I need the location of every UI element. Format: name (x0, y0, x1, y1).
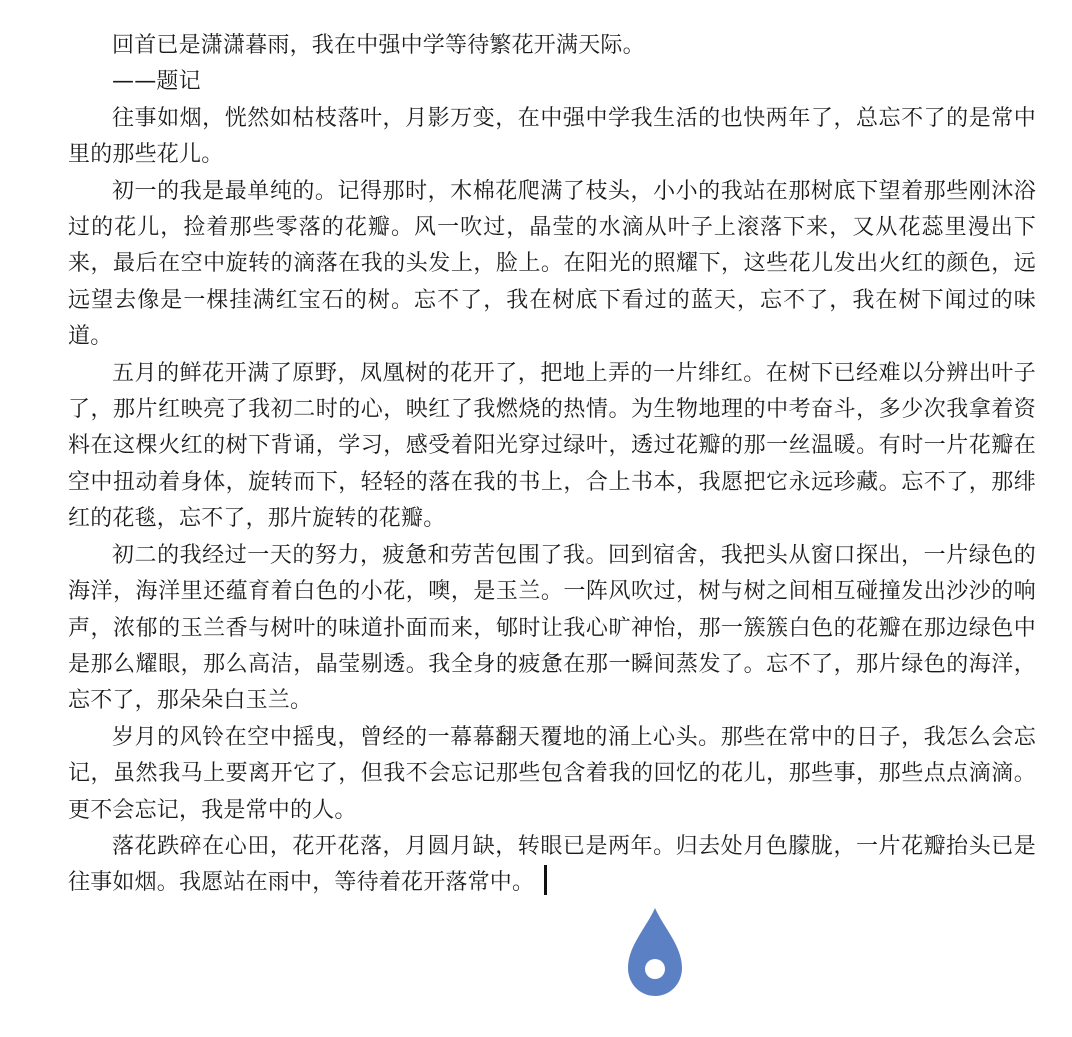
paragraph-last-text: 落花跌碎在心田，花开花落，月圆月缺，转眼已是两年。归去处月色朦胧，一片花瓣抬头已是往事如烟。我愿站在雨中，等待着花开落常中。 (68, 833, 1036, 896)
paragraph-last[interactable] (68, 829, 1036, 902)
paragraph[interactable]: 初一的我是最单纯的。记得那时，木棉花爬满了枝头，小小的我站在那树底下望着那些刚沐浴过的花儿，捡着那些零落的花瓣。风一吹过，晶莹的水滴从叶子上滚落下来，又从花蕊里漫出下来，最后在空中旋转的滴落在我的头发上，脸上。在阳光的照耀下，这些花儿发出火红的颜色，远远望去像是一棵挂满红宝石的树。忘不了，我在树底下看过的蓝天，忘不了，我在树下闻过的味道。 (68, 178, 1036, 350)
paragraph[interactable]: 五月的鲜花开满了原野，凤凰树的花开了，把地上弄的一片绯红。在树下已经难以分辨出叶子了，那片红映亮了我初二时的心，映红了我燃烧的热情。为生物地理的中考奋斗，多少次我拿着资料在这棵火红的树下背诵，学习，感受着阳光穿过绿叶，透过花瓣的那一丝温暖。有时一片花瓣在空中扭动着身体，旋转而下，轻轻的落在我的书上，合上书本，我愿把它永远珍藏。忘不了，那绯红的花毯，忘不了，那片旋转的花瓣。 (68, 360, 1036, 532)
text-cursor-handle-icon[interactable] (626, 906, 684, 998)
paragraph[interactable]: 岁月的风铃在空中摇曳，曾经的一幕幕翻天覆地的涌上心头。那些在常中的日子，我怎么会忘记，虽然我马上要离开它了，但我不会忘记那些包含着我的回忆的花儿，那些事，那些点点滴滴。更不会忘记，我是常中的人。 (68, 724, 1036, 823)
paragraph-epigraph-attribution[interactable]: ——题记 (112, 69, 201, 95)
document-body[interactable] (68, 28, 1036, 902)
paragraph[interactable]: 初二的我经过一天的努力，疲惫和劳苦包围了我。回到宿舍，我把头从窗口探出，一片绿色的海洋，海洋里还蕴育着白色的小花，噢，是玉兰。一阵风吹过，树与树之间相互碰撞发出沙沙的响声，浓郁的玉兰香与树叶的味道扑面而来，郇时让我心旷神怡，那一簇簇白色的花瓣在那边绿色中是那么耀眼，那么高洁，晶莹剔透。我全身的疲惫在那一瞬间蒸发了。忘不了，那片绿色的海洋，忘不了，那朵朵白玉兰。 (68, 542, 1036, 714)
paragraph-epigraph[interactable]: 回首已是潇潇暮雨，我在中强中学等待繁花开满天际。 (112, 33, 645, 58)
cursor-handle-drop (628, 908, 682, 996)
cursor-handle-hole (645, 959, 665, 979)
paragraph[interactable]: 往事如烟，恍然如枯枝落叶，月影万变，在中强中学我生活的也快两年了，总忘不了的是常中里的那些花儿。 (68, 105, 1036, 168)
text-caret (544, 865, 547, 895)
